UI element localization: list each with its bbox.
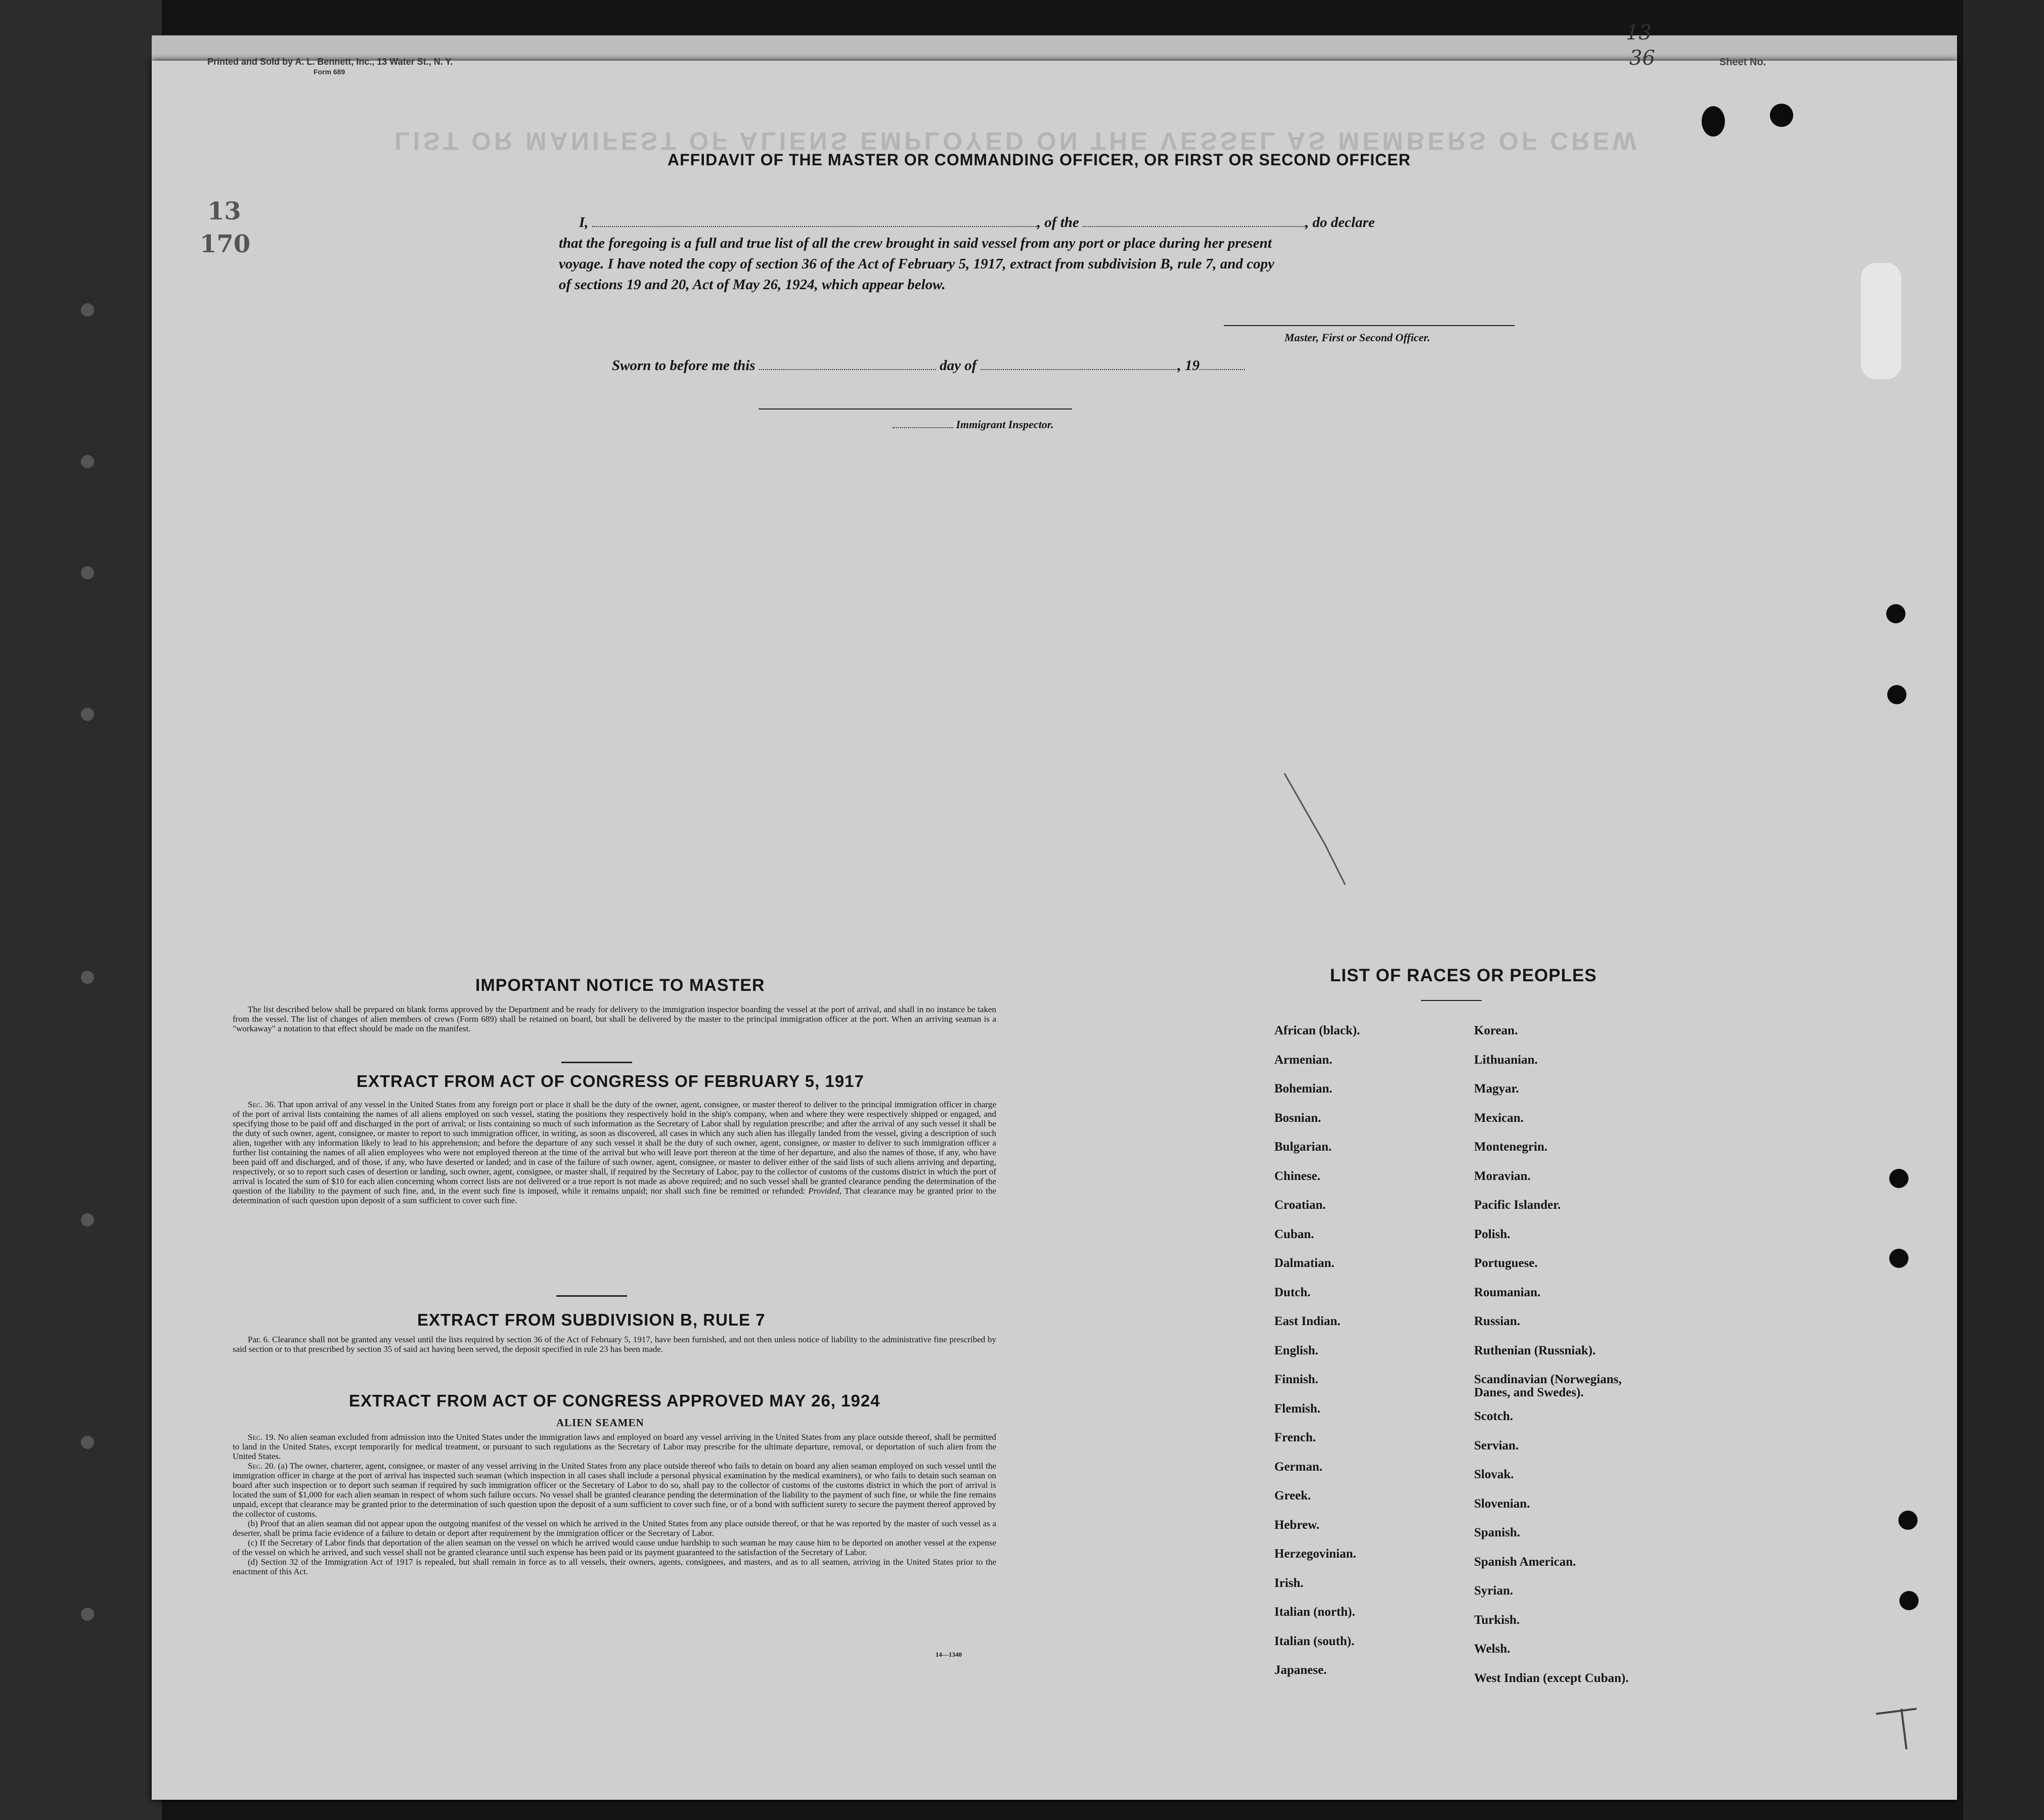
sworn-line — [612, 355, 1245, 376]
punch-hole — [1889, 1249, 1908, 1268]
sec19-text: No alien seaman excluded from admission into the United States under the immigration laws and employed on board any vessel arriving in the United States from any place outside thereof, shall be permitted to land in the United States, except temporarily for medical treatment, or pursuant to such regulations as the Secretary of Labor may prescribe for the ultimate departure, removal, or deportation of such alien from the United States. — [233, 1432, 997, 1461]
sec20b-text: (b) Proof that an alien seaman did not appear upon the outgoing manifest of the vessel on which he arrived in the United States from any place outside thereof, or that he was reported by the master of such vessel as a deserter, shall be prima facie evidence of a failure to detain or deport after requirement by the immigration officer or the Secretary of Labor. — [233, 1519, 996, 1538]
section-divider — [556, 1295, 627, 1297]
master-signature-label: Master, First or Second Officer. — [1284, 331, 1431, 344]
race-item: Turkish. — [1474, 1613, 1520, 1627]
binder-hole — [81, 303, 94, 316]
race-item: Mexican. — [1474, 1111, 1524, 1125]
sec20-label: Sec. 20. — [248, 1461, 276, 1471]
punch-hole — [1889, 1169, 1908, 1188]
races-column-1 — [1274, 1016, 1456, 1685]
inspector-signature-line — [759, 408, 1072, 410]
race-item: Polish. — [1474, 1227, 1510, 1241]
punch-hole — [1887, 685, 1906, 704]
race-item: Roumanian. — [1474, 1285, 1541, 1299]
binder-hole — [81, 566, 94, 579]
margin-mark: 170 — [200, 230, 251, 258]
affidavit-body — [559, 212, 1570, 295]
affidavit-line-3: voyage. I have noted the copy of section 36 of the Act of February 5, 1917, extract from subdivision B, rule 7, and copy — [559, 256, 1274, 272]
race-item: German. — [1274, 1460, 1323, 1474]
race-item: Armenian. — [1274, 1053, 1332, 1067]
race-item: Slovak. — [1474, 1468, 1514, 1481]
race-item: Welsh. — [1474, 1642, 1510, 1656]
race-item: Scotch. — [1474, 1409, 1514, 1423]
affidavit-line-2: that the foregoing is a full and true list of all the crew brought in said vessel from any port or place during her present — [559, 235, 1272, 251]
sec19-label: Sec. 19. — [248, 1432, 276, 1442]
inspector-label: Immigrant Inspector. — [956, 418, 1054, 431]
race-item: Servian. — [1474, 1438, 1519, 1452]
master-signature-line — [1224, 325, 1515, 326]
day-of-label: day of — [940, 357, 977, 374]
binder-hole — [81, 1608, 94, 1621]
race-item: Italian (south). — [1274, 1634, 1355, 1648]
pencil-mark — [1279, 768, 1350, 890]
punch-hole — [1770, 104, 1793, 127]
extract-rule7-body — [233, 1335, 996, 1354]
extract-1917-title: EXTRACT FROM ACT OF CONGRESS OF FEBRUARY 5, 1917 — [357, 1072, 864, 1090]
handwritten-number: 36 — [1629, 47, 1655, 70]
races-title: LIST OF RACES OR PEOPLES — [1330, 966, 1597, 985]
race-item: Bohemian. — [1274, 1082, 1332, 1096]
race-item: Scandinavian (Norwegians, Danes, and Swedes). — [1474, 1373, 1622, 1399]
race-item: Lithuanian. — [1474, 1053, 1538, 1067]
race-item: Croatian. — [1274, 1198, 1326, 1212]
right-binder-edge — [1963, 0, 2044, 1820]
extract-1917-body — [233, 1100, 996, 1205]
inspector-label-line — [893, 418, 1054, 431]
pencil-mark — [1871, 1699, 1932, 1754]
race-item: Finnish. — [1274, 1373, 1318, 1386]
rule7-text: Par. 6. Clearance shall not be granted any vessel until the lists required by section 36 of the Act of February 5, 1917, have been furnished, and not then unless notice of liability to the administrative fine prescribed by said section or to that prescribed by section 35 of said act having been served, the deposit specified in rule 23 has been made. — [233, 1335, 996, 1354]
race-item: Spanish. — [1474, 1526, 1521, 1539]
margin-mark: 13 — [207, 197, 241, 225]
race-item: Italian (north). — [1274, 1605, 1355, 1619]
binder-hole — [81, 455, 94, 468]
race-item: Pacific Islander. — [1474, 1198, 1561, 1212]
affidavit-line-4: of sections 19 and 20, Act of May 26, 1924, which appear below. — [559, 277, 946, 293]
notice-title: IMPORTANT NOTICE TO MASTER — [475, 976, 765, 995]
race-item: Montenegrin. — [1474, 1140, 1548, 1154]
race-item: Flemish. — [1274, 1401, 1320, 1416]
race-item: Moravian. — [1474, 1169, 1531, 1183]
affidavit-of-the: , of the — [1037, 214, 1079, 231]
sec20d-text: (d) Section 32 of the Immigration Act of 1917 is repealed, but shall remain in force as to all vessels, their owners, agents, consignees, and masters, and as to all seamen, arriving in the United States prior to the enactment of this Act. — [233, 1557, 996, 1576]
race-item: East Indian. — [1274, 1314, 1341, 1328]
extract-1924-body — [233, 1432, 996, 1576]
year-label: , 19 — [1177, 357, 1200, 374]
binder-hole — [81, 1436, 94, 1449]
sec36-text: That upon arrival of any vessel in the United States from any foreign port or place it shall be the duty of the owner, agent, consignee, or master thereof to deliver to the principal immigration officer in charge of the port of arrival lists containing the names of all aliens employed on such vessel, stating the positions they respectively hold in the ship's company, when and where they were respectively shipped or engaged, and specifying those to be paid off and discharged in the port of arrival; or lists containing so much of such information as the Secretary of Labor shall by regulation prescribe; and after the arrival of any such vessel it shall be the duty of such owner, agent, consignee, or master to report to such immigration officer, in writing, as soon as discovered, all cases in which any such alien has illegally landed from the vessel, giving a description of such alien, together with any information likely to lead to his apprehension; and before the departure of any such vessel it shall be the duty of such owner, agent, consignee, or master to deliver to such immigration officer a further list containing the names of all alien employees who were not employed thereon at the time of the arrival but who will leave port thereon at the time of her departure, and also the names of those, if any, who have been paid off and discharged, and of those, if any, who have deserted or landed; and in case of the failure of such owner, agent, consignee, or master to deliver either of the said lists of such aliens arriving and departing, respectively, or so to report such cases of desertion or landing, such owner, agent, consignee, or master shall, if required by the Secretary of Labor, pay to the collector of customs of the customs district in which the port of arrival is located the sum of $10 for each alien concerning whom correct lists are not delivered or a true report is not made as above required; and no such vessel shall be granted clearance pending the determination of the question of the liability to the payment of such fine, and, in the event such fine is imposed, while it remains unpaid; nor shall such fine be remitted or refunded: — [233, 1100, 996, 1196]
torn-paper-patch — [1861, 263, 1901, 379]
sec20a-text: (a) The owner, charterer, agent, consignee, or master of any vessel arriving in the United States from any place outside thereof who fails to detain on board any alien seaman employed on such vessel until the immigration officer in charge at the port of arrival has inspected such seaman (which inspection in all cases shall include a personal physical examination by the medical examiners), or who fails to detain such seaman on board after such inspection or to deport such seaman if required by such immigration officer or the Secretary of Labor to do so, shall pay to the collector of customs of the customs district in which the port of arrival is located the sum of $1,000 for each alien seaman in respect of whom such failure occurs. No vessel shall be granted clearance pending the determination of the liability to the payment of such fine, or while the fine remains unpaid, except that clearance may be granted prior to the determination of such question upon the deposit of a sum sufficient to cover such fine, or of a bond with sufficient surety to secure the payment thereof approved by the collector of customs. — [233, 1461, 996, 1519]
handwritten-number: 13 — [1626, 21, 1652, 44]
race-item: African (black). — [1274, 1024, 1360, 1037]
printer-imprint: Printed and Sold by A. L. Bennett, Inc., 13 Water St., N. Y. — [207, 57, 453, 67]
sworn-label: Sworn to before me this — [612, 357, 756, 374]
race-item: Bosnian. — [1274, 1111, 1321, 1125]
form-code: 14—1340 — [936, 1651, 962, 1658]
affidavit-title: AFFIDAVIT OF THE MASTER OR COMMANDING OFFICER, OR FIRST OR SECOND OFFICER — [668, 151, 1411, 169]
race-item: Chinese. — [1274, 1169, 1320, 1183]
race-item: Syrian. — [1474, 1584, 1514, 1598]
race-item: Hebrew. — [1274, 1518, 1320, 1532]
race-item: Irish. — [1274, 1576, 1304, 1590]
sheet-number-label: Sheet No. — [1719, 57, 1766, 68]
race-item: English. — [1274, 1343, 1318, 1357]
races-divider — [1421, 1000, 1482, 1001]
race-item: Spanish American. — [1474, 1555, 1576, 1569]
left-binder-edge — [0, 0, 162, 1820]
alien-seamen-subtitle: ALIEN SEAMEN — [556, 1417, 644, 1429]
extract-1924-title: EXTRACT FROM ACT OF CONGRESS APPROVED MAY 26, 1924 — [349, 1391, 880, 1410]
punch-hole — [1886, 604, 1905, 623]
race-item: Portuguese. — [1474, 1256, 1538, 1270]
race-item: Slovenian. — [1474, 1496, 1530, 1511]
races-column-2 — [1474, 1016, 1727, 1693]
bleedthrough-heading: LIST OR MANIFEST OF ALIENS EMPLOYED ON THE VESSEL AS MEMBERS OF CREW — [394, 127, 1639, 155]
race-item: Japanese. — [1274, 1663, 1327, 1677]
sec36-text-end: That clearance may be granted prior to the determination of such question upon deposit of a sum sufficient to cover such fine. — [233, 1186, 996, 1205]
punch-hole — [1898, 1511, 1918, 1530]
race-item: French. — [1274, 1431, 1316, 1444]
affidavit-do-declare: , do declare — [1305, 214, 1375, 231]
sec36-label: Sec. 36. — [248, 1100, 276, 1109]
race-item: Korean. — [1474, 1024, 1518, 1037]
binder-hole — [81, 971, 94, 984]
section-divider — [561, 1062, 632, 1063]
affidavit-i: I, — [579, 214, 589, 231]
race-item: Dutch. — [1274, 1285, 1311, 1299]
race-item: Russian. — [1474, 1314, 1521, 1328]
race-item: Cuban. — [1274, 1227, 1314, 1241]
race-item: Dalmatian. — [1274, 1256, 1335, 1270]
race-item: Greek. — [1274, 1489, 1311, 1503]
punch-hole — [1702, 106, 1725, 136]
notice-text: The list described below shall be prepared on blank forms approved by the Department and be ready for delivery to the immigration inspector boarding the vessel at the port of arrival, and shall in no instance be taken from the vessel. The list of changes of alien members of crews (Form 689) shall be retained on board, but shall be delivered by the master to the principal immigration officer at the port. When an arriving seaman is a "workaway" a notation to that effect should be made on the manifest. — [233, 1005, 996, 1033]
notice-body — [233, 1005, 996, 1033]
race-item: Magyar. — [1474, 1082, 1519, 1096]
race-item: Bulgarian. — [1274, 1140, 1332, 1154]
extract-rule7-title: EXTRACT FROM SUBDIVISION B, RULE 7 — [417, 1310, 766, 1329]
binder-hole — [81, 708, 94, 721]
form-number: Form 689 — [314, 68, 345, 76]
punch-hole — [1899, 1591, 1919, 1610]
provided-word: Provided, — [808, 1186, 842, 1196]
binder-hole — [81, 1213, 94, 1226]
sec20c-text: (c) If the Secretary of Labor finds that deportation of the alien seaman on the vessel on which he arrived would cause undue hardship to such seaman he may cause him to be deported on another vessel at the expense of the vessel on which he arrived, and such vessel shall not be granted clearance until such expense has been paid or its payment guaranteed to the satisfaction of the Secretary of Labor. — [233, 1538, 996, 1557]
race-item: West Indian (except Cuban). — [1474, 1671, 1629, 1685]
race-item: Ruthenian (Russniak). — [1474, 1343, 1596, 1357]
race-item: Herzegovinian. — [1274, 1547, 1356, 1561]
